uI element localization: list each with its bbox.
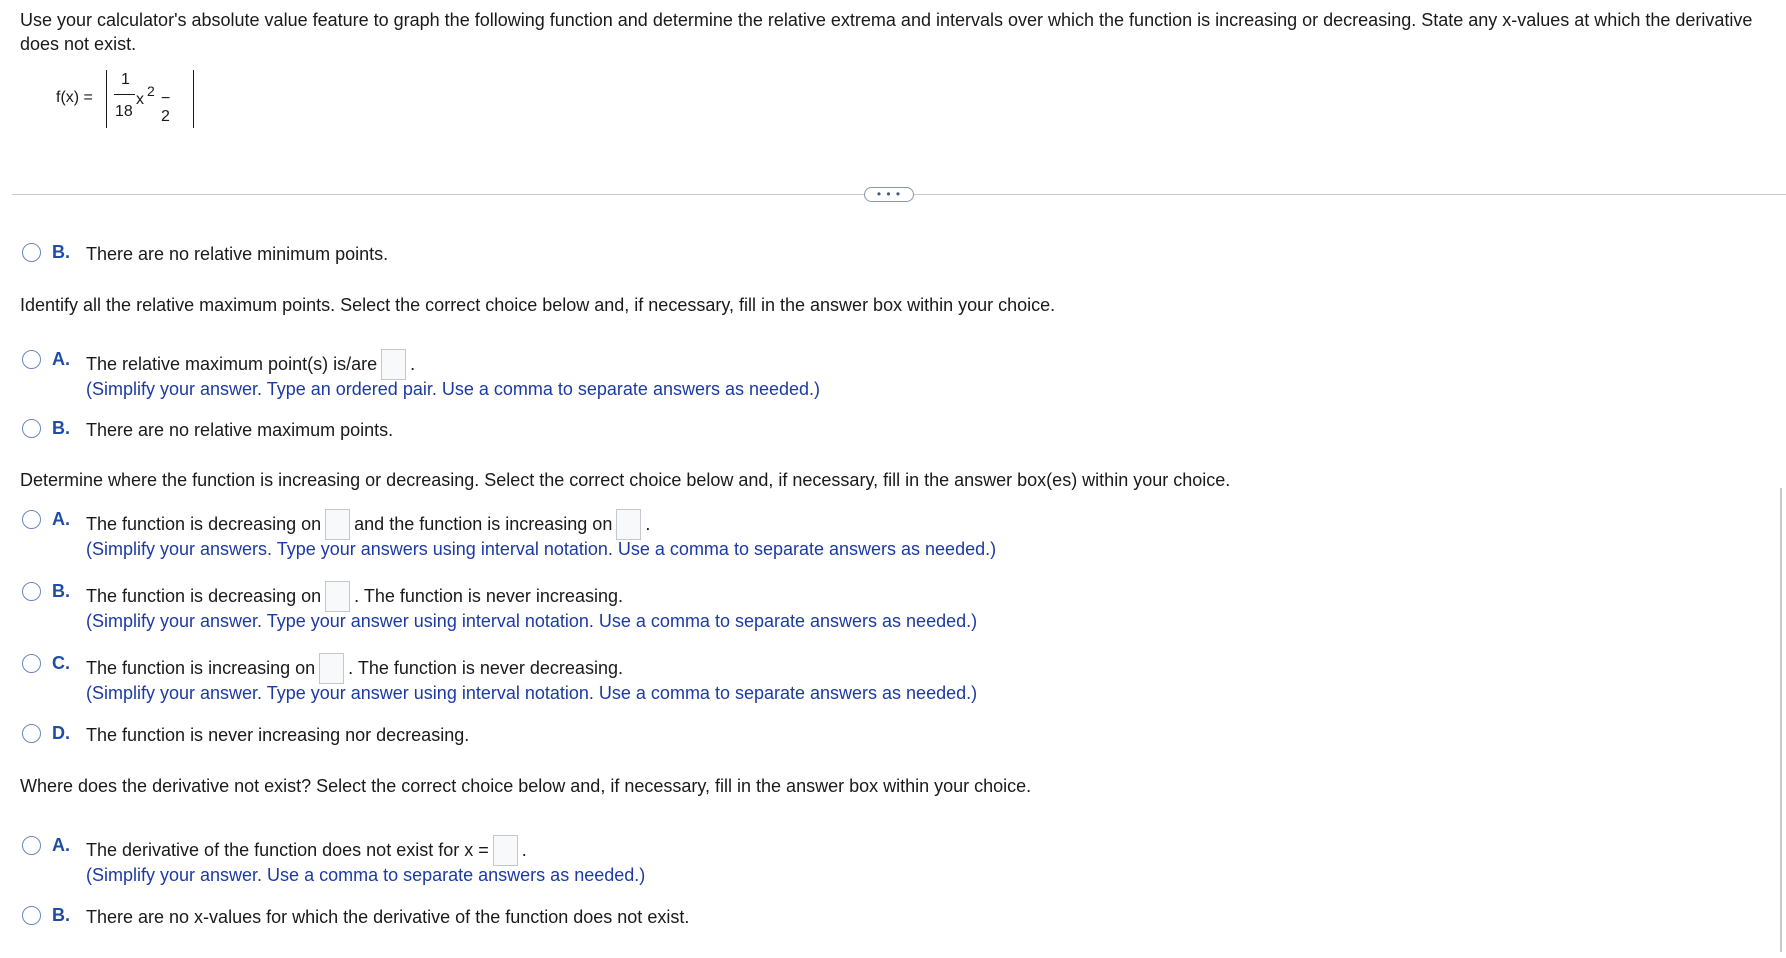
choice-text [86,653,623,684]
radio-button[interactable] [22,419,41,438]
radio-button[interactable] [22,510,41,529]
radio-button[interactable] [22,906,41,925]
radio-button[interactable] [22,724,41,743]
derivative-question: Where does the derivative not exist? Select the correct choice below and, if necessary, fill in the answer box within your choice. [20,776,1032,796]
choice-hint: (Simplify your answer. Type an ordered pair. Use a comma to separate answers as needed.) [86,379,821,399]
choice-text-part-2: . The function is never decreasing. [348,658,623,678]
choice-text: The function is never increasing nor decreasing. [86,725,470,745]
answer-box-max-point[interactable] [381,349,406,380]
answer-box-increasing[interactable] [616,509,641,540]
expand-more-button[interactable]: • • • [864,187,914,202]
choice-hint: (Simplify your answer. Use a comma to separate answers as needed.) [86,865,646,885]
choice-letter: A. [52,835,70,855]
choice-letter: B. [52,581,70,601]
choice-hint: (Simplify your answers. Type your answers using interval notation. Use a comma to separate answers as needed.) [86,539,997,559]
radio-button[interactable] [22,243,41,262]
choice-hint: (Simplify your answer. Type your answer using interval notation. Use a comma to separate answers as needed.) [86,611,978,631]
choice-letter: D. [52,723,70,743]
problem-statement: Use your calculator's absolute value feature to graph the following function and determine the relative extrema and intervals over which the function is increasing or decreasing. State any x-values at which the derivative does not exist. [20,10,1753,54]
formula-exponent: 2 [147,83,155,99]
choice-text-part-2: and the function is increasing on [354,514,613,534]
radio-button[interactable] [22,350,41,369]
answer-box-x-value[interactable] [493,835,518,866]
choice-text [86,509,650,540]
answer-box-decreasing[interactable] [325,509,350,540]
choice-text: There are no x-values for which the derivative of the function does not exist. [86,907,690,927]
fraction-numerator: 1 [121,71,130,88]
choice-text-after: . [410,354,416,374]
choice-text [86,349,415,380]
choice-text: There are no relative maximum points. [86,420,394,440]
choice-letter: A. [52,509,70,529]
choice-letter: B. [52,418,70,438]
radio-button[interactable] [22,582,41,601]
choice-text: There are no relative minimum points. [86,244,389,264]
monotonic-question: Determine where the function is increasing or decreasing. Select the correct choice below and, if necessary, fill in the answer box(es) within your choice. [20,470,1231,490]
choice-text-part-2: . The function is never increasing. [354,586,623,606]
choice-text-part-1: The function is increasing on [86,658,316,678]
answer-box-increasing[interactable] [319,653,344,684]
max-question: Identify all the relative maximum points. Select the correct choice below and, if necessary, fill in the answer box within your choice. [20,295,1056,315]
fraction-line [114,94,135,95]
choice-text-before: The relative maximum point(s) is/are [86,354,378,374]
choice-text [86,581,623,612]
choice-hint: (Simplify your answer. Type your answer using interval notation. Use a comma to separate answers as needed.) [86,683,978,703]
fraction-denominator: 18 [115,103,133,120]
choice-text-part-1: The function is decreasing on [86,586,322,606]
abs-bar-right [193,70,194,128]
choice-letter: B. [52,242,70,262]
function-lhs: f(x) = [56,89,93,106]
formula-variable: x [136,91,144,108]
formula-constant: − 2 [161,90,171,125]
scrollbar[interactable] [1780,488,1782,952]
choice-text-part-3: . [645,514,651,534]
choice-text-after: . [521,840,527,860]
choice-letter: A. [52,349,70,369]
answer-box-decreasing[interactable] [325,581,350,612]
choice-letter: C. [52,653,70,673]
choice-text-before: The derivative of the function does not exist for x = [86,840,489,860]
choice-text-part-1: The function is decreasing on [86,514,322,534]
abs-bar-left [106,70,107,128]
radio-button[interactable] [22,654,41,673]
choice-letter: B. [52,905,70,925]
choice-text [86,835,527,866]
radio-button[interactable] [22,836,41,855]
